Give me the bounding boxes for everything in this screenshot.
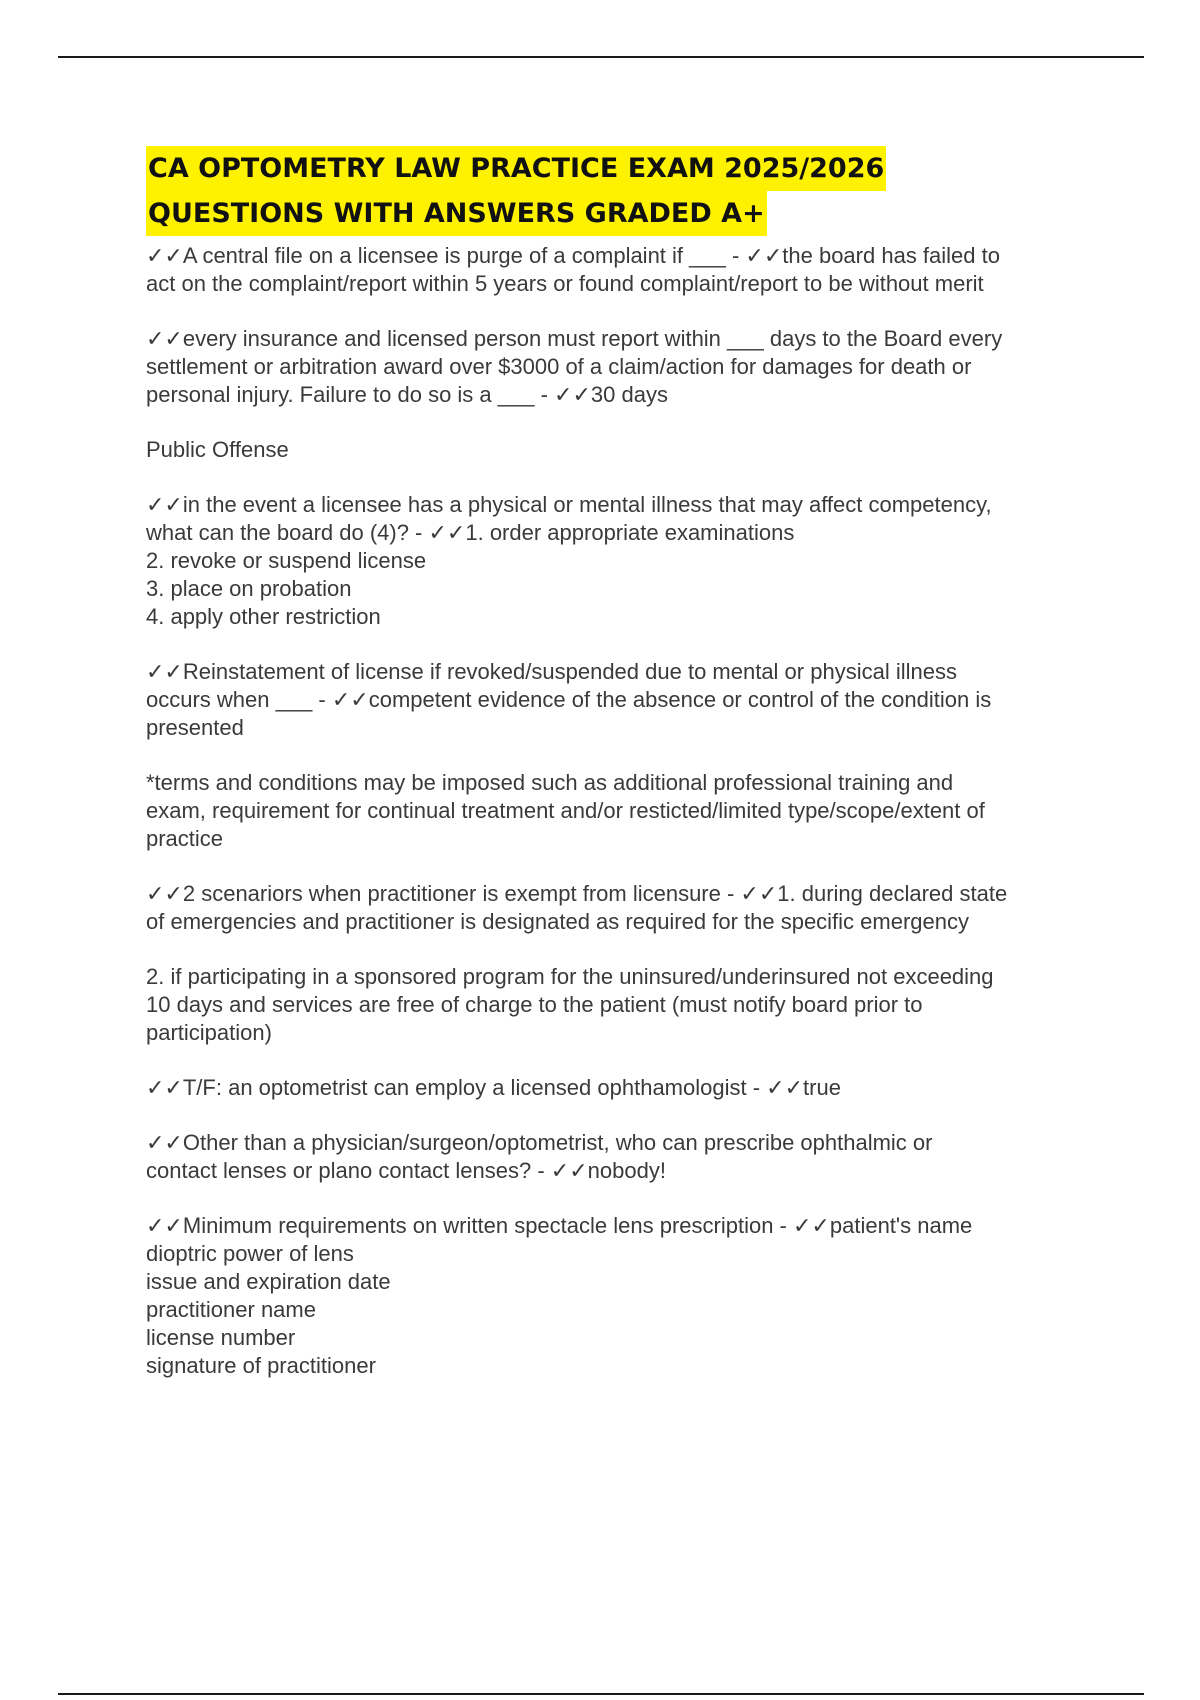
qa-entry-line: exam, requirement for continual treatment and/or resticted/limited type/scope/extent of bbox=[146, 798, 985, 823]
qa-entry-line: of emergencies and practitioner is designated as required for the specific emergency bbox=[146, 909, 970, 934]
paragraph-gap bbox=[146, 936, 1106, 963]
bottom-rule bbox=[58, 1693, 1144, 1695]
paragraph-gap bbox=[146, 298, 1106, 325]
top-rule bbox=[58, 56, 1144, 58]
paragraph-gap bbox=[146, 742, 1106, 769]
qa-entry-line: ✓✓A central file on a licensee is purge of a complaint if ___ - ✓✓the board has failed to bbox=[146, 243, 1000, 268]
qa-entry-line: contact lenses or plano contact lenses? - ✓✓nobody! bbox=[146, 1158, 666, 1183]
qa-entry bbox=[146, 325, 1106, 409]
qa-entry-line: 2. if participating in a sponsored program for the uninsured/underinsured not exceeding bbox=[146, 964, 994, 989]
paragraph-gap bbox=[146, 631, 1106, 658]
qa-entry bbox=[146, 963, 1106, 1047]
qa-entry-line: ✓✓T/F: an optometrist can employ a licensed ophthamologist - ✓✓true bbox=[146, 1075, 841, 1100]
qa-entry bbox=[146, 769, 1106, 853]
qa-entry bbox=[146, 242, 1106, 298]
qa-entry-line: 2. revoke or suspend license bbox=[146, 548, 427, 573]
qa-entry bbox=[146, 880, 1106, 936]
title-line-1: CA OPTOMETRY LAW PRACTICE EXAM 2025/2026 bbox=[146, 146, 886, 191]
title-line-2: QUESTIONS WITH ANSWERS GRADED A+ bbox=[146, 191, 767, 236]
qa-entry bbox=[146, 1074, 1106, 1102]
qa-entry bbox=[146, 436, 1106, 464]
qa-list bbox=[146, 242, 1106, 1380]
qa-entry-line: 10 days and services are free of charge to the patient (must notify board prior to bbox=[146, 992, 923, 1017]
qa-entry-line: practitioner name bbox=[146, 1297, 316, 1322]
qa-entry-line: ✓✓Other than a physician/surgeon/optometrist, who can prescribe ophthalmic or bbox=[146, 1130, 933, 1155]
qa-entry-line: 4. apply other restriction bbox=[146, 604, 381, 629]
qa-entry-line: signature of practitioner bbox=[146, 1353, 376, 1378]
paragraph-gap bbox=[146, 1185, 1106, 1212]
paragraph-gap bbox=[146, 1047, 1106, 1074]
qa-entry-line: ✓✓2 scenariors when practitioner is exempt from licensure - ✓✓1. during declared state bbox=[146, 881, 1008, 906]
qa-entry-line: license number bbox=[146, 1325, 296, 1350]
qa-entry-line: 3. place on probation bbox=[146, 576, 352, 601]
qa-entry-line: participation) bbox=[146, 1020, 272, 1045]
qa-entry bbox=[146, 1129, 1106, 1185]
qa-entry-line: ✓✓Minimum requirements on written spectacle lens prescription - ✓✓patient's name bbox=[146, 1213, 973, 1238]
qa-entry-line: act on the complaint/report within 5 years or found complaint/report to be without merit bbox=[146, 271, 984, 296]
qa-entry-line: occurs when ___ - ✓✓competent evidence of the absence or control of the condition is bbox=[146, 687, 992, 712]
document-body bbox=[146, 146, 1106, 1380]
qa-entry-line: presented bbox=[146, 715, 244, 740]
qa-entry-line: settlement or arbitration award over $3000 of a claim/action for damages for death or bbox=[146, 354, 972, 379]
qa-entry-line: *terms and conditions may be imposed such as additional professional training and bbox=[146, 770, 954, 795]
document-title bbox=[146, 146, 1106, 236]
qa-entry-line: ✓✓every insurance and licensed person must report within ___ days to the Board every bbox=[146, 326, 1003, 351]
paragraph-gap bbox=[146, 1102, 1106, 1129]
qa-entry-line: dioptric power of lens bbox=[146, 1241, 354, 1266]
qa-entry-line: practice bbox=[146, 826, 224, 851]
qa-entry-line: what can the board do (4)? - ✓✓1. order appropriate examinations bbox=[146, 520, 795, 545]
paragraph-gap bbox=[146, 409, 1106, 436]
qa-entry-line: ✓✓in the event a licensee has a physical or mental illness that may affect competency, bbox=[146, 492, 992, 517]
qa-entry-line: issue and expiration date bbox=[146, 1269, 391, 1294]
qa-entry bbox=[146, 1212, 1106, 1380]
qa-entry-line: ✓✓Reinstatement of license if revoked/suspended due to mental or physical illness bbox=[146, 659, 957, 684]
paragraph-gap bbox=[146, 853, 1106, 880]
qa-entry bbox=[146, 658, 1106, 742]
qa-entry-line: Public Offense bbox=[146, 437, 289, 462]
qa-entry bbox=[146, 491, 1106, 631]
paragraph-gap bbox=[146, 464, 1106, 491]
qa-entry-line: personal injury. Failure to do so is a ___ - ✓✓30 days bbox=[146, 382, 668, 407]
